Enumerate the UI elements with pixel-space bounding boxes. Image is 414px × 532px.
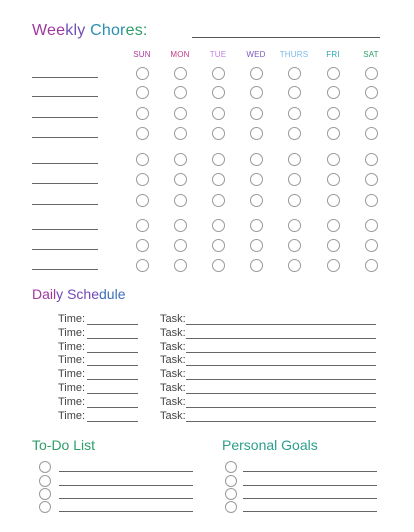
chore-checkbox-sat[interactable]: [365, 219, 378, 232]
chore-checkbox-thurs[interactable]: [288, 153, 301, 166]
chore-name-line[interactable]: [32, 269, 98, 270]
task-line[interactable]: [186, 421, 376, 422]
task-label: Task:: [160, 396, 186, 408]
chore-name-line[interactable]: [32, 229, 98, 230]
chore-checkbox-tue[interactable]: [212, 239, 225, 252]
chore-name-line[interactable]: [32, 137, 98, 138]
task-line[interactable]: [186, 407, 376, 408]
task-line[interactable]: [186, 379, 376, 380]
chore-checkbox-sun[interactable]: [136, 127, 149, 140]
chore-checkbox-sat[interactable]: [365, 86, 378, 99]
time-line[interactable]: [87, 365, 138, 366]
todo-item-checkbox[interactable]: [39, 461, 51, 473]
chore-checkbox-mon[interactable]: [174, 259, 187, 272]
chore-checkbox-thurs[interactable]: [288, 219, 301, 232]
task-label: Task:: [160, 382, 186, 394]
chore-checkbox-tue[interactable]: [212, 86, 225, 99]
chore-checkbox-fri[interactable]: [327, 127, 340, 140]
task-line[interactable]: [186, 324, 376, 325]
goal-item-line[interactable]: [243, 511, 377, 512]
time-label: Time:: [58, 327, 86, 339]
weekly-chores-header: [32, 22, 392, 42]
chore-checkbox-thurs[interactable]: [288, 194, 301, 207]
day-header-wed: WED: [246, 50, 266, 59]
time-line[interactable]: [87, 338, 138, 339]
todo-item-line[interactable]: [59, 471, 193, 472]
chore-checkbox-mon[interactable]: [174, 86, 187, 99]
chore-checkbox-sat[interactable]: [365, 194, 378, 207]
chore-checkbox-sun[interactable]: [136, 219, 149, 232]
task-label: Task:: [160, 327, 186, 339]
time-label: Time:: [58, 382, 86, 394]
chore-name-line[interactable]: [32, 96, 98, 97]
chore-checkbox-wed[interactable]: [250, 239, 263, 252]
chore-checkbox-tue[interactable]: [212, 259, 225, 272]
time-label: Time:: [58, 341, 86, 353]
day-header-sun: SUN: [133, 50, 151, 59]
todo-item-line[interactable]: [59, 511, 193, 512]
chore-checkbox-mon[interactable]: [174, 107, 187, 120]
time-label: Time:: [58, 354, 86, 366]
chore-checkbox-sat[interactable]: [365, 173, 378, 186]
chore-checkbox-fri[interactable]: [327, 219, 340, 232]
chore-name-line[interactable]: [32, 249, 98, 250]
chore-checkbox-thurs[interactable]: [288, 107, 301, 120]
chore-checkbox-thurs[interactable]: [288, 259, 301, 272]
chore-checkbox-fri[interactable]: [327, 107, 340, 120]
time-label: Time:: [58, 396, 86, 408]
chore-checkbox-fri[interactable]: [327, 173, 340, 186]
chore-checkbox-thurs[interactable]: [288, 86, 301, 99]
todo-item-checkbox[interactable]: [39, 488, 51, 500]
day-header-thurs: THURS: [279, 50, 309, 59]
chore-checkbox-fri[interactable]: [327, 239, 340, 252]
chore-checkbox-mon[interactable]: [174, 239, 187, 252]
goal-item-line[interactable]: [243, 471, 377, 472]
chore-checkbox-sat[interactable]: [365, 239, 378, 252]
task-label: Task:: [160, 354, 186, 366]
task-label: Task:: [160, 410, 186, 422]
task-label: Task:: [160, 341, 186, 353]
chore-checkbox-tue[interactable]: [212, 219, 225, 232]
chore-name-line[interactable]: [32, 163, 98, 164]
chore-checkbox-thurs[interactable]: [288, 67, 301, 80]
chore-checkbox-wed[interactable]: [250, 86, 263, 99]
chore-checkbox-mon[interactable]: [174, 173, 187, 186]
chore-checkbox-wed[interactable]: [250, 67, 263, 80]
goal-item-checkbox[interactable]: [225, 488, 237, 500]
chore-checkbox-mon[interactable]: [174, 194, 187, 207]
chore-checkbox-tue[interactable]: [212, 127, 225, 140]
chore-checkbox-thurs[interactable]: [288, 239, 301, 252]
task-label: Task:: [160, 313, 186, 325]
chore-checkbox-sat[interactable]: [365, 153, 378, 166]
todo-item-line[interactable]: [59, 498, 193, 499]
time-label: Time:: [58, 368, 86, 380]
task-label: Task:: [160, 368, 186, 380]
chore-checkbox-wed[interactable]: [250, 127, 263, 140]
chore-checkbox-wed[interactable]: [250, 259, 263, 272]
chore-checkbox-wed[interactable]: [250, 107, 263, 120]
daily-schedule-title: Daily Schedule: [32, 286, 126, 302]
chore-name-line[interactable]: [32, 183, 98, 184]
day-header-fri: FRI: [326, 50, 340, 59]
task-line[interactable]: [186, 338, 376, 339]
task-line[interactable]: [186, 365, 376, 366]
chore-checkbox-sun[interactable]: [136, 86, 149, 99]
todo-list-title: To-Do List: [32, 437, 96, 453]
chore-checkbox-sun[interactable]: [136, 239, 149, 252]
chore-checkbox-sun[interactable]: [136, 153, 149, 166]
goal-item-line[interactable]: [243, 498, 377, 499]
chore-checkbox-mon[interactable]: [174, 153, 187, 166]
chore-checkbox-sun[interactable]: [136, 67, 149, 80]
chore-checkbox-tue[interactable]: [212, 194, 225, 207]
weekly-name-line[interactable]: [192, 37, 380, 38]
goal-item-checkbox[interactable]: [225, 461, 237, 473]
chore-checkbox-fri[interactable]: [327, 194, 340, 207]
goal-item-line[interactable]: [243, 485, 377, 486]
chore-checkbox-sun[interactable]: [136, 173, 149, 186]
todo-item-checkbox[interactable]: [39, 475, 51, 487]
chore-checkbox-tue[interactable]: [212, 173, 225, 186]
time-line[interactable]: [87, 324, 138, 325]
chore-name-line[interactable]: [32, 117, 98, 118]
chore-checkbox-fri[interactable]: [327, 67, 340, 80]
chore-checkbox-wed[interactable]: [250, 194, 263, 207]
chore-checkbox-sun[interactable]: [136, 259, 149, 272]
todo-item-line[interactable]: [59, 485, 193, 486]
chore-checkbox-wed[interactable]: [250, 153, 263, 166]
time-line[interactable]: [87, 407, 138, 408]
time-line[interactable]: [87, 379, 138, 380]
todo-item-checkbox[interactable]: [39, 501, 51, 513]
chore-checkbox-sat[interactable]: [365, 67, 378, 80]
chore-checkbox-thurs[interactable]: [288, 173, 301, 186]
time-line[interactable]: [87, 421, 138, 422]
chore-checkbox-tue[interactable]: [212, 107, 225, 120]
task-line[interactable]: [186, 352, 376, 353]
chore-checkbox-wed[interactable]: [250, 173, 263, 186]
chore-checkbox-sun[interactable]: [136, 107, 149, 120]
personal-goals-title: Personal Goals: [222, 437, 318, 453]
chore-checkbox-fri[interactable]: [327, 86, 340, 99]
chore-name-line[interactable]: [32, 204, 98, 205]
chore-checkbox-wed[interactable]: [250, 219, 263, 232]
chore-checkbox-tue[interactable]: [212, 67, 225, 80]
chore-checkbox-sun[interactable]: [136, 194, 149, 207]
day-header-tue: TUE: [209, 50, 227, 59]
time-label: Time:: [58, 313, 86, 325]
day-header-sat: SAT: [363, 50, 379, 59]
chore-checkbox-sat[interactable]: [365, 259, 378, 272]
goal-item-checkbox[interactable]: [225, 475, 237, 487]
time-label: Time:: [58, 410, 86, 422]
chore-checkbox-fri[interactable]: [327, 259, 340, 272]
time-line[interactable]: [87, 393, 138, 394]
chore-name-line[interactable]: [32, 77, 98, 78]
chore-checkbox-mon[interactable]: [174, 219, 187, 232]
chore-checkbox-mon[interactable]: [174, 67, 187, 80]
day-header-mon: MON: [170, 50, 190, 59]
chore-checkbox-thurs[interactable]: [288, 127, 301, 140]
chore-checkbox-fri[interactable]: [327, 153, 340, 166]
chore-checkbox-tue[interactable]: [212, 153, 225, 166]
chore-checkbox-mon[interactable]: [174, 127, 187, 140]
goal-item-checkbox[interactable]: [225, 501, 237, 513]
chore-checkbox-sat[interactable]: [365, 127, 378, 140]
weekly-chores-title: Weekly Chores:: [32, 22, 148, 39]
task-line[interactable]: [186, 393, 376, 394]
time-line[interactable]: [87, 352, 138, 353]
chore-checkbox-sat[interactable]: [365, 107, 378, 120]
